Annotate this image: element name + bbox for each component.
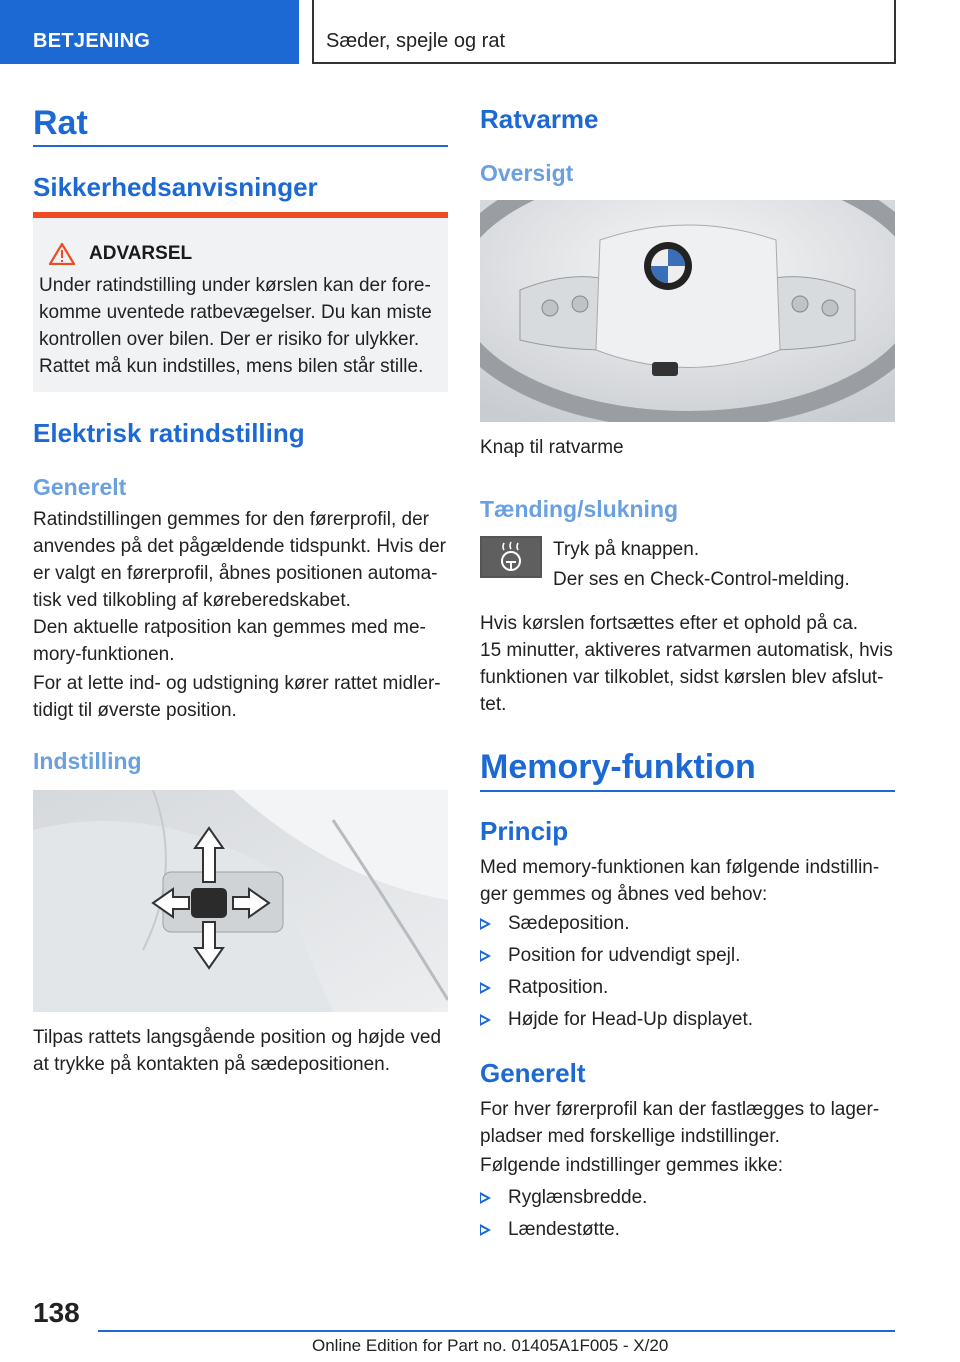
steering-wheel-image xyxy=(480,200,895,422)
warning-line: Rattet må kun indstilles, mens bilen står stille. xyxy=(39,356,424,377)
setting-caption: Tilpas rattets langsgående position og højde ved at trykke på kontakten på sædepositionen. xyxy=(33,1027,442,1075)
header-chapter: Sæder, spejle og rat xyxy=(312,0,896,64)
page-number: 138 xyxy=(33,1297,80,1328)
memory-rule xyxy=(480,790,895,792)
bullet-triangle-icon xyxy=(480,1014,491,1026)
bullet-triangle-icon xyxy=(480,918,491,930)
heading-setting: Indstilling xyxy=(33,748,142,774)
bullet-triangle-icon xyxy=(480,982,491,994)
list-item: Ryglænsbredde. xyxy=(480,1184,895,1216)
onoff-step-2: Der ses en Check-Control-melding. xyxy=(553,569,850,590)
warning-box xyxy=(33,212,448,392)
heading-onoff: Tænding/slukning xyxy=(480,496,679,522)
memory-general-paragraph-1: For hver førerprofil kan der fastlægges to lager- pladser med forskellige indstillinger. xyxy=(480,1099,880,1147)
heading-electric: Elektrisk ratindstilling xyxy=(33,418,305,448)
warning-text xyxy=(39,272,440,380)
title-rule xyxy=(33,145,448,147)
list-item: Sædeposition. xyxy=(480,910,895,942)
header-section: BETJENING xyxy=(0,0,299,64)
heading-general-memory: Generelt xyxy=(480,1058,586,1088)
list-item: Ratposition. xyxy=(480,974,895,1006)
principle-list xyxy=(480,910,895,1038)
list-item: Lændestøtte. xyxy=(480,1216,895,1248)
heading-safety: Sikkerhedsanvisninger xyxy=(33,172,318,202)
warning-title: ADVARSEL xyxy=(89,243,193,264)
heat-caption: Knap til ratvarme xyxy=(480,437,624,458)
onoff-paragraph: Hvis kørslen fortsættes efter et ophold på ca. 15 minutter, aktiveres ratvarmen automatisk, hvis funktionen var tilkoblet, sidst kørslen blev afslut- tet. xyxy=(480,613,893,715)
steering-heat-button-icon xyxy=(480,536,542,578)
steering-adjust-switch-image xyxy=(33,790,448,1012)
principle-paragraph: Med memory-funktionen kan følgende indstillin- ger gemmes og åbnes ved behov: xyxy=(480,857,880,905)
list-item: Højde for Head-Up displayet. xyxy=(480,1006,895,1038)
general-paragraph-2: Den aktuelle ratposition kan gemmes med me- mory-funktionen. xyxy=(33,617,426,665)
general-paragraph-1: Ratindstillingen gemmes for den førerprofil, der anvendes på det pågældende tidspunkt. Hvis der er valgt en førerprofil, åbnes positionen automa- tisk ved tilkobling af køreberedskabet. xyxy=(33,509,446,611)
page-title: Rat xyxy=(33,104,88,142)
warning-line: komme uventede ratbevægelser. Du kan miste xyxy=(39,302,432,323)
warning-title-row xyxy=(49,240,440,268)
onoff-step-1: Tryk på knappen. xyxy=(553,539,700,560)
heading-heat: Ratvarme xyxy=(480,104,599,134)
warning-triangle-icon xyxy=(49,243,75,265)
warning-line: Under ratindstilling under kørslen kan der fore- xyxy=(39,275,431,296)
footer-edition: Online Edition for Part no. 01405A1F005 - X/20 xyxy=(312,1336,669,1355)
heading-overview: Oversigt xyxy=(480,160,574,186)
footer-rule xyxy=(98,1330,895,1332)
heading-principle: Princip xyxy=(480,816,569,846)
heading-memory: Memory-funktion xyxy=(480,748,756,786)
memory-general-paragraph-2: Følgende indstillinger gemmes ikke: xyxy=(480,1155,784,1176)
general-paragraph-3: For at lette ind- og udstigning kører rattet midler- tidigt til øverste position. xyxy=(33,673,441,721)
warning-line: kontrollen over bilen. Der er risiko for ulykker. xyxy=(39,329,420,350)
bullet-triangle-icon xyxy=(480,1224,491,1236)
bullet-triangle-icon xyxy=(480,950,491,962)
list-item: Position for udvendigt spejl. xyxy=(480,942,895,974)
bullet-triangle-icon xyxy=(480,1192,491,1204)
heading-general: Generelt xyxy=(33,474,127,500)
memory-general-list xyxy=(480,1184,895,1248)
